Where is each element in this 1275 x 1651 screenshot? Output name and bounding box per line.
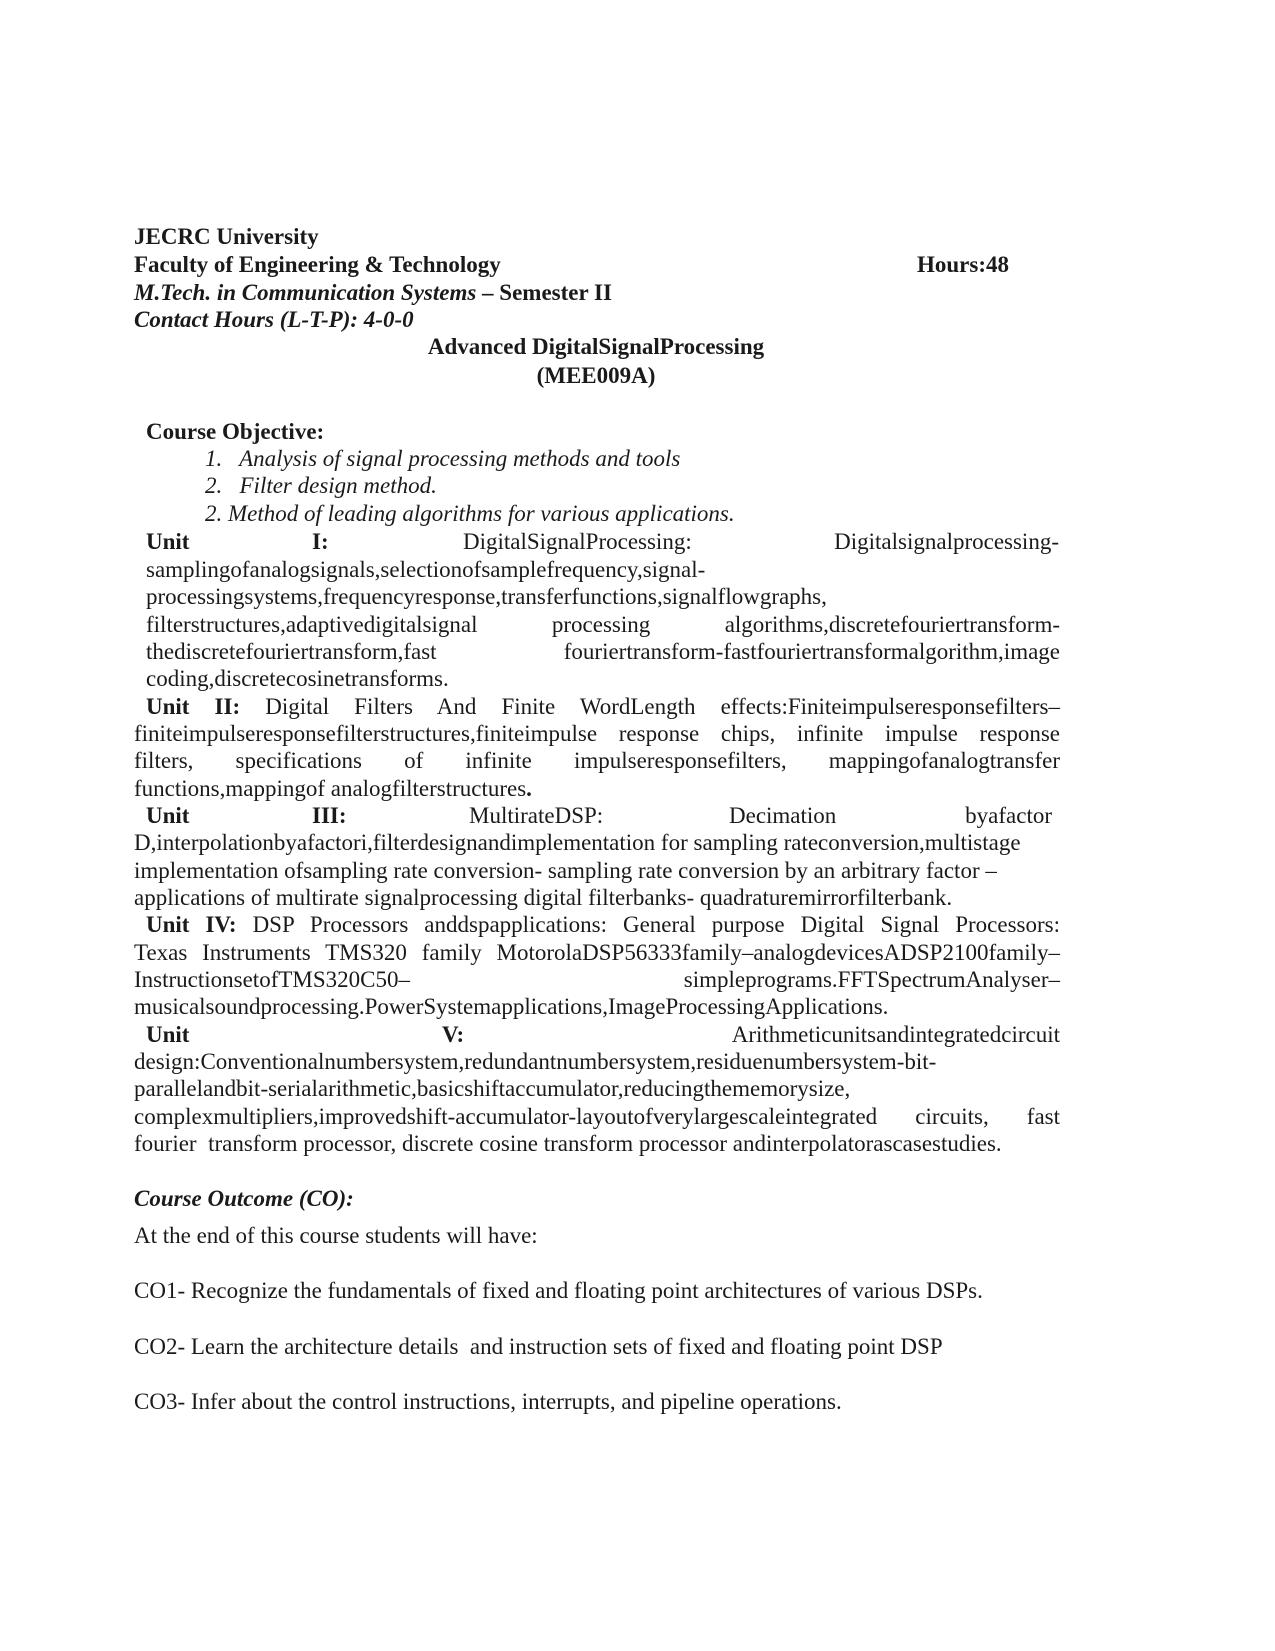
outcome-item: CO3- Infer about the control instructions, interrupts, and pipeline operations. bbox=[134, 1389, 842, 1414]
semester: Semester II bbox=[499, 280, 612, 305]
unit-3-text: applications of multirate signalprocessing digital filterbanks- quadraturemirrorfilterbank. bbox=[134, 885, 953, 910]
contact-hours: Contact Hours (L-T-P): 4-0-0 bbox=[134, 307, 414, 332]
unit-2-label: Unit II: bbox=[146, 694, 241, 719]
unit-5-title: Arithmeticunitsandintegratedcircuit bbox=[731, 1022, 1060, 1047]
outcome-intro: At the end of this course students will have: bbox=[134, 1223, 538, 1248]
unit-1-numeral: I: bbox=[312, 529, 329, 554]
unit-2-text: functions,mappingof analogfilterstructures bbox=[134, 776, 527, 801]
objective-item: 2. Filter design method. bbox=[205, 473, 437, 498]
unit-5-text: parallelandbit-serialarithmetic,basicshiftaccumulator,reducingthememorysize, bbox=[134, 1076, 851, 1101]
unit-4-text: InstructionsetofTMS320C50– simpleprograms.FFTSpectrumAnalyser– bbox=[134, 967, 1060, 992]
unit-3-text: D,interpolationbyafactori,filterdesignandimplementation for sampling rateconversion,multistage bbox=[134, 830, 1021, 855]
unit-1-text: thediscretefouriertransform,fast fouriertransform-fastfouriertransformalgorithm,image bbox=[146, 639, 1060, 664]
unit-4-text: Texas Instruments TMS320 family MotorolaDSP56333family–analogdevicesADSP2100family– bbox=[134, 940, 1060, 965]
unit-1-label: Unit bbox=[146, 529, 190, 554]
unit-2-last-line bbox=[134, 776, 532, 802]
program-separator: – bbox=[476, 280, 500, 305]
unit-5-numeral: V: bbox=[442, 1022, 465, 1047]
unit-3-label: Unit bbox=[146, 803, 190, 828]
unit-1-title: DigitalSignalProcessing: bbox=[463, 529, 692, 554]
unit-2-first-line bbox=[146, 694, 1060, 720]
objective-item: 2. Method of leading algorithms for various applications. bbox=[205, 501, 735, 526]
objective-heading: Course Objective: bbox=[146, 419, 325, 444]
course-title: Advanced DigitalSignalProcessing bbox=[427, 334, 765, 359]
unit-4-text: DSP Processors anddspapplications: General purpose Digital Signal Processors: bbox=[252, 912, 1060, 937]
unit-4-label: Unit IV: bbox=[146, 912, 237, 937]
unit-5-text: fourier transform processor, discrete cosine transform processor andinterpolatorascasestudies. bbox=[134, 1131, 1002, 1156]
university-name: JECRC University bbox=[134, 224, 319, 249]
unit-1-text: filterstructures,adaptivedigitalsignal processing algorithms,discretefouriertransform- bbox=[146, 612, 1060, 637]
unit-5-label: Unit bbox=[146, 1022, 190, 1047]
objective-item: 1. Analysis of signal processing methods and tools bbox=[205, 446, 681, 471]
outcome-heading: Course Outcome (CO): bbox=[134, 1186, 354, 1211]
unit-2-period: . bbox=[526, 776, 532, 801]
course-hours: Hours:48 bbox=[917, 252, 1009, 277]
unit-3-title: MultirateDSP: bbox=[469, 803, 604, 828]
unit-1-text: samplingofanalogsignals,selectionofsamplefrequency,signal- bbox=[146, 557, 706, 582]
unit-4-first-line bbox=[146, 912, 1060, 938]
unit-1-text: coding,discretecosinetransforms. bbox=[146, 666, 449, 691]
program-name: M.Tech. in Communication Systems bbox=[134, 280, 477, 305]
unit-2-text: filters, specifications of infinite impulseresponsefilters, mappingofanalogtransfer bbox=[134, 748, 1060, 773]
faculty-name: Faculty of Engineering & Technology bbox=[134, 252, 501, 277]
outcome-item: CO2- Learn the architecture details and instruction sets of fixed and floating point DSP bbox=[134, 1334, 943, 1359]
unit-3-text: implementation ofsampling rate conversion- sampling rate conversion by an arbitrary factor – bbox=[134, 858, 997, 883]
unit-1-text: Digitalsignalprocessing- bbox=[834, 529, 1059, 554]
unit-5-text: design:Conventionalnumbersystem,redundantnumbersystem,residuenumbersystem-bit- bbox=[134, 1049, 937, 1074]
unit-3-numeral: III: bbox=[312, 803, 347, 828]
unit-5-text: complexmultipliers,improvedshift-accumulator-layoutofverylargescaleintegrated circuits, fast bbox=[134, 1104, 1060, 1129]
program-line bbox=[134, 280, 612, 306]
outcome-item: CO1- Recognize the fundamentals of fixed and floating point architectures of various DSPs. bbox=[134, 1278, 983, 1303]
unit-2-text: Digital Filters And Finite WordLength effects:Finiteimpulseresponsefilters– bbox=[265, 694, 1060, 719]
unit-2-text: finiteimpulseresponsefilterstructures,finiteimpulse response chips, infinite impulse response bbox=[134, 721, 1060, 746]
unit-3-text: Decimation bbox=[729, 803, 837, 828]
unit-3-text: byafactor bbox=[965, 803, 1052, 828]
course-code: (MEE009A) bbox=[536, 363, 656, 388]
unit-1-text: processingsystems,frequencyresponse,transferfunctions,signalflowgraphs, bbox=[146, 584, 827, 609]
unit-4-text: musicalsoundprocessing.PowerSystemapplications,ImageProcessingApplications. bbox=[134, 994, 889, 1019]
